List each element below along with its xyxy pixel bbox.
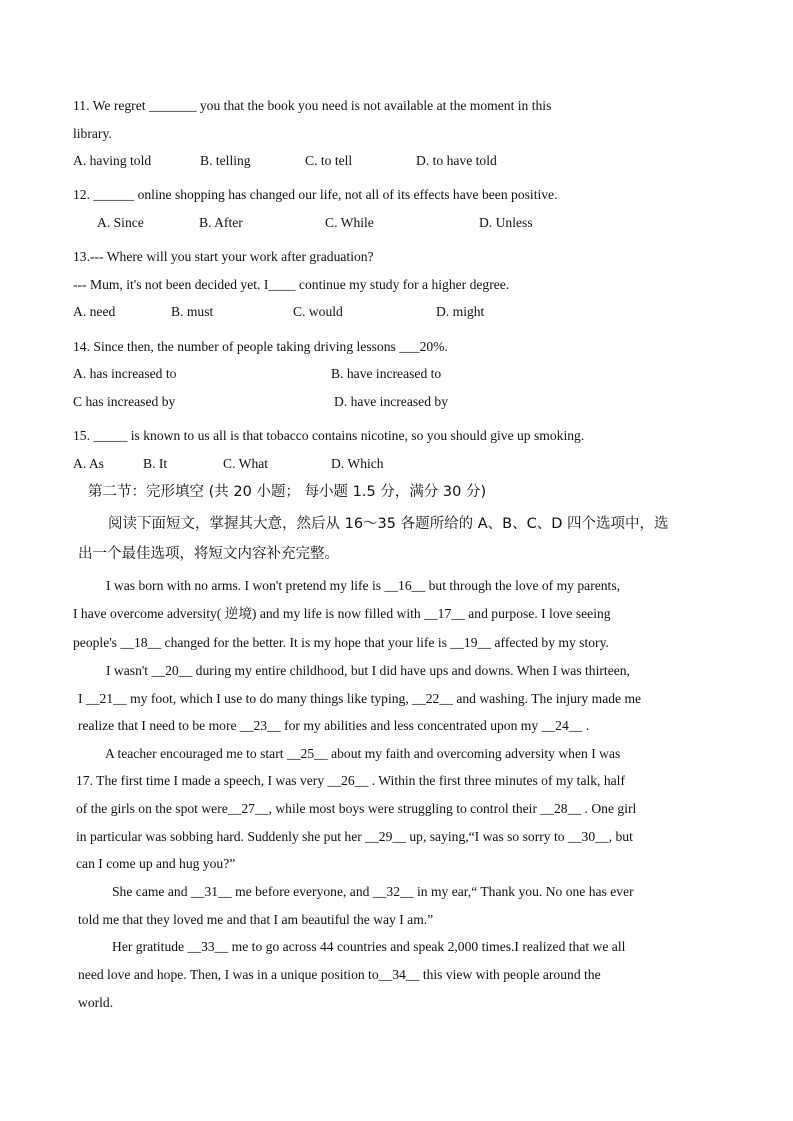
section-heading: 第二节：完形填空 (共 20 小题； 每小题 1.5 分，满分 30 分)	[88, 484, 487, 500]
passage-line: I wasn't __20__ during my entire childhood, but I did have ups and downs. When I was thirteen,	[106, 663, 630, 678]
q13-option-b: B. must	[171, 304, 214, 319]
passage-line: I was born with no arms. I won't pretend my life is __16__ but through the love of my parents,	[106, 578, 621, 593]
q15-option-c: C. What	[223, 456, 269, 471]
q15-option-d: D. Which	[331, 456, 384, 471]
passage-line: Her gratitude __33__ me to go across 44 countries and speak 2,000 times.I realized that we all	[112, 939, 626, 954]
q14-option-b: B. have increased to	[331, 366, 442, 381]
q15-option-a: A. As	[73, 456, 104, 471]
q12-option-c: C. While	[325, 215, 374, 230]
passage-line: can I come up and hug you?”	[76, 856, 236, 871]
q13-option-a: A. need	[73, 304, 116, 319]
passage-line: 17. The first time I made a speech, I was very __26__ . Within the first three minutes of my talk, half	[76, 773, 625, 788]
q11-option-d: D. to have told	[416, 153, 497, 168]
q15-option-b: B. It	[143, 456, 168, 471]
q13-line1: 13.--- Where will you start your work after graduation?	[73, 249, 374, 264]
passage-line: told me that they loved me and that I am beautiful the way I am.”	[78, 912, 434, 927]
section-instruction-line1: 阅读下面短文，掌握其大意，然后从 16～35 各题所给的 A、B、C、D 四个选项中，选	[108, 516, 669, 532]
q11-option-b: B. telling	[200, 153, 251, 168]
q14-option-c: C has increased by	[73, 394, 176, 409]
passage-line: A teacher encouraged me to start __25__ about my faith and overcoming adversity when I was	[105, 746, 621, 761]
q12-stem: 12. ______ online shopping has changed our life, not all of its effects have been positive.	[73, 187, 558, 202]
q12-option-d: D. Unless	[479, 215, 533, 230]
passage-line: I __21__ my foot, which I use to do many things like typing, __22__ and washing. The injury made me	[78, 691, 642, 706]
passage-line: I have overcome adversity( 逆境) and my life is now filled with __17__ and purpose. I love seeing	[73, 606, 611, 621]
q11-option-c: C. to tell	[305, 153, 353, 168]
q13-option-c: C. would	[293, 304, 343, 319]
section-instruction-line2: 出一个最佳选项，将短文内容补充完整。	[78, 546, 339, 562]
q11-stem-cont: library.	[73, 126, 112, 141]
passage-line: need love and hope. Then, I was in a unique position to__34__ this view with people around the	[78, 967, 601, 982]
q11-stem: 11. We regret _______ you that the book you need is not available at the moment in this	[73, 98, 552, 113]
passage-line: people's __18__ changed for the better. It is my hope that your life is __19__ affected by my story.	[73, 635, 609, 650]
q15-stem: 15. _____ is known to us all is that tobacco contains nicotine, so you should give up smoking.	[73, 428, 585, 443]
q12-option-b: B. After	[199, 215, 243, 230]
passage-line: in particular was sobbing hard. Suddenly she put her __29__ up, saying,“I was so sorry to __30__, but	[76, 829, 633, 844]
passage-line: realize that I need to be more __23__ for my abilities and less concentrated upon my __24__ .	[78, 718, 590, 733]
passage-line: world.	[78, 995, 114, 1010]
passage-line: She came and __31__ me before everyone, and __32__ in my ear,“ Thank you. No one has ever	[112, 884, 634, 899]
q12-option-a: A. Since	[97, 215, 144, 230]
q14-option-a: A. has increased to	[73, 366, 177, 381]
q14-option-d: D. have increased by	[334, 394, 448, 409]
q13-line2: --- Mum, it's not been decided yet. I____ continue my study for a higher degree.	[73, 277, 510, 292]
q13-option-d: D. might	[436, 304, 485, 319]
passage-line: of the girls on the spot were__27__, while most boys were struggling to control their __28__ . One girl	[76, 801, 637, 816]
q11-option-a: A. having told	[73, 153, 152, 168]
q14-stem: 14. Since then, the number of people taking driving lessons ___20%.	[73, 339, 448, 354]
